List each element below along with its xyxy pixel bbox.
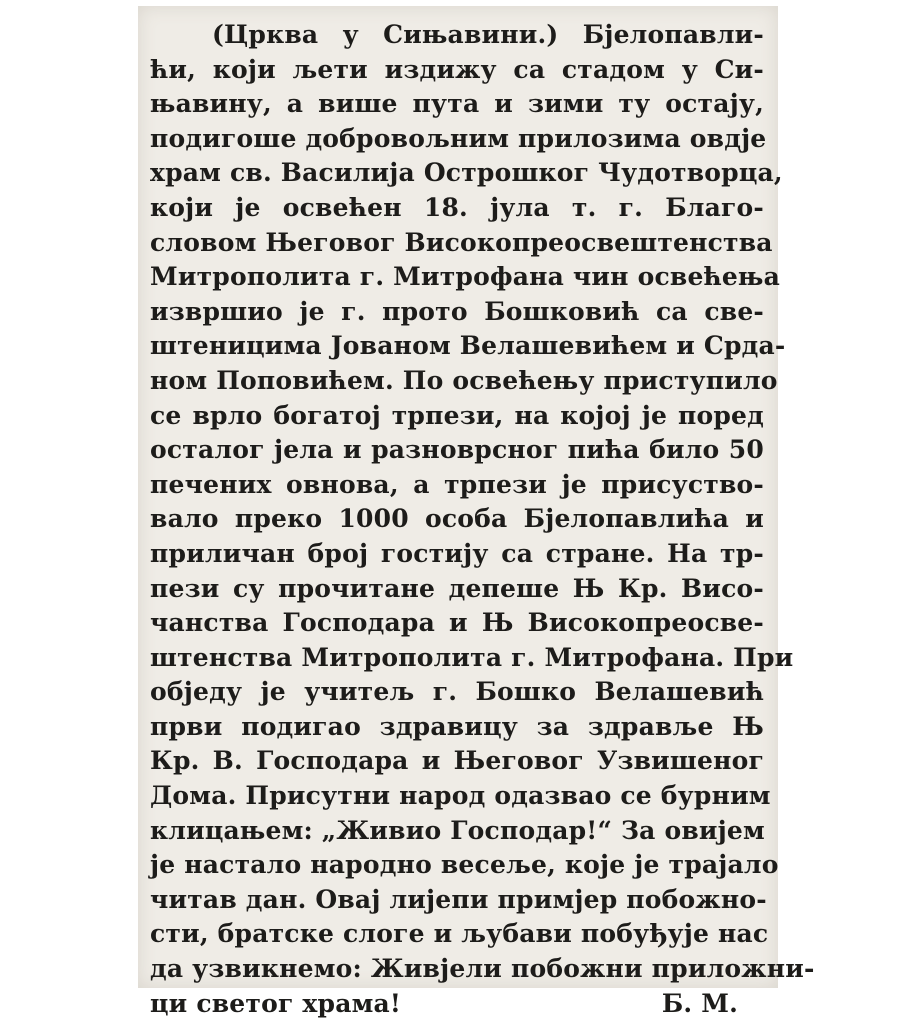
article-line: Дома. Присутни народ одазвао се бурним [150, 781, 771, 811]
newspaper-clipping [138, 6, 815, 1018]
article-line: ном Поповићем. По освећењу приступило [150, 365, 778, 395]
article-line: пези су прочитане депеше Њ Кр. Висо- [150, 573, 764, 603]
article-signature: Б. М. [661, 988, 738, 1018]
article-line: читав дан. Овај лијепи примјер побожно- [150, 884, 767, 914]
article-line: печених овнова, а трпези је присуство- [150, 469, 764, 499]
article-line: (Црква у Сињавини.) Бјелопавли- [212, 20, 764, 49]
article-line: осталог јела и разноврсног пића било 50 [150, 435, 764, 465]
article-line: клицањем: „Живио Господар!“ За овијем [150, 815, 765, 845]
article-line: први подигао здравицу за здравље Њ [150, 711, 764, 741]
article-line: који је освећен 18. јула т. г. Благо- [150, 192, 764, 222]
article-line: Митрополита г. Митрофана чин освећења [150, 262, 780, 292]
article-line: извршио је г. прото Бошковић са све- [150, 296, 764, 326]
article-line: је настало народно весеље, које је трајало [150, 850, 779, 880]
article-line: подигоше добровољним прилозима овдје [150, 123, 767, 153]
article-line: штеницима Јованом Велашевићем и Срда- [150, 331, 786, 361]
article-line: чанства Господара и Њ Високопреосве- [150, 608, 764, 638]
article-line: обједу је учитељ г. Бошко Велашевић [150, 677, 764, 707]
article-line: штенства Митрополита г. Митрофана. При [150, 642, 794, 672]
article-text [150, 18, 815, 1021]
article-line: храм св. Василија Острошког Чудотворца, [150, 158, 783, 188]
article-last-line [150, 987, 764, 1021]
article-line: ћи, који љети издижу са стадом у Си- [150, 54, 764, 84]
article-line: сти, братске слоге и љубави побуђује нас [150, 919, 769, 949]
article-line: вало преко 1000 особа Бјелопавлића и [150, 504, 764, 534]
article-line: да узвикнемо: Живјели побожни приложни- [150, 954, 815, 984]
article-line: се врло богатој трпези, на којој је поред [150, 400, 764, 430]
article-line: њавину, а више пута и зими ту остају, [150, 89, 764, 119]
article-line: ци светог храма! [150, 988, 402, 1018]
article-line: словом Његовог Високопреосвештенства [150, 227, 773, 257]
article-line: приличан број гостију са стране. На тр- [150, 538, 764, 568]
article-line: Кр. В. Господара и Његовог Узвишеног [150, 746, 764, 776]
